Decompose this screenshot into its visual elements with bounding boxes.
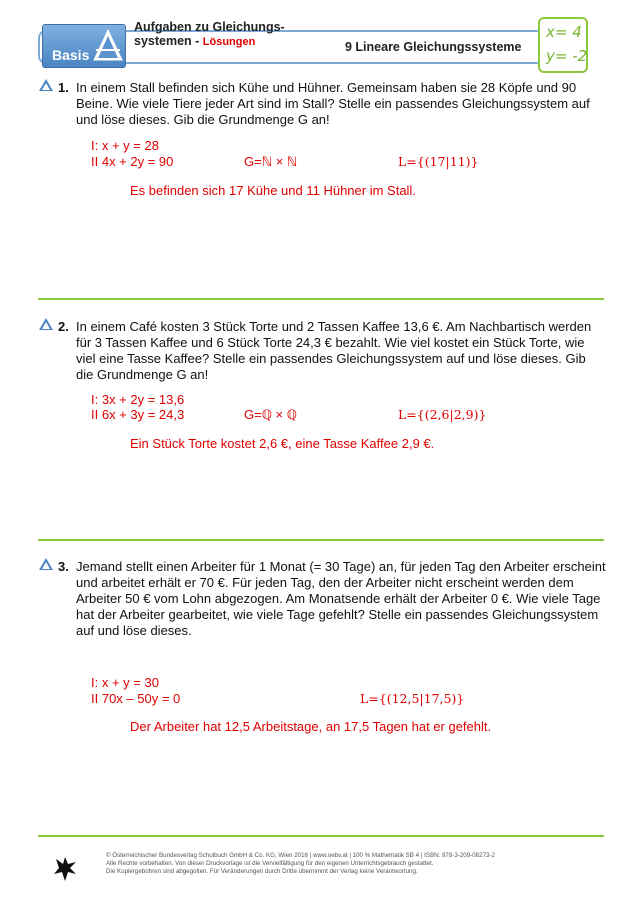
exercise-text: In einem Café kosten 3 Stück Torte und 2 Tassen Kaffee 13,6 €. Am Nachbartisch werden für 3 Tassen Kaffee und 6 Stück Torte 24,3 € bezahlt. Wie viel kostet ein Stück Torte, wie viel eine Tasse Kaffee? Stelle ein passendes Gleichungssystem auf und löse dieses. Gib die Grundmenge G an! bbox=[76, 319, 592, 382]
equation-1: I: x + y = 28 bbox=[91, 138, 159, 153]
page-title bbox=[134, 20, 324, 49]
level-pyramid-icon bbox=[38, 557, 54, 571]
solutions-label: Lösungen bbox=[202, 36, 256, 48]
equation-2: II 6x + 3y = 24,3 bbox=[91, 407, 185, 422]
chapter-title: 9 Lineare Gleichungssysteme bbox=[345, 40, 522, 54]
title-line-1: Aufgaben zu Gleichungs- bbox=[134, 20, 285, 34]
logo-line-1: x= 4 bbox=[546, 23, 582, 41]
answer-text: Ein Stück Torte kostet 2,6 €, eine Tasse Kaffee 2,9 €. bbox=[130, 436, 435, 451]
pyramid-icon bbox=[92, 28, 124, 62]
equation-2: II 4x + 2y = 90 bbox=[91, 154, 174, 169]
solution-set: L={(17|11)} bbox=[398, 154, 479, 169]
equation-1: I: 3x + 2y = 13,6 bbox=[91, 392, 185, 407]
section-divider bbox=[38, 835, 604, 837]
exercise-number: 1. bbox=[58, 80, 69, 95]
exercise-text: In einem Stall befinden sich Kühe und Hühner. Gemeinsam haben sie 28 Köpfe und 90 Beine. Wie viele Tiere jeder Art sind im Stall? Stelle ein passendes Gleichungssystem auf und löse dieses. Gib die Grundmenge G an! bbox=[76, 80, 590, 127]
domain-set: G=ℚ × ℚ bbox=[244, 407, 297, 422]
section-divider bbox=[38, 539, 604, 541]
solution-set: L={(12,5|17,5)} bbox=[360, 691, 465, 706]
level-pyramid-icon bbox=[38, 78, 54, 92]
publisher-logo-icon bbox=[52, 856, 78, 882]
section-divider bbox=[38, 298, 604, 300]
solution-set: L={(2,6|2,9)} bbox=[398, 407, 487, 422]
answer-text: Es befinden sich 17 Kühe und 11 Hühner im Stall. bbox=[130, 183, 416, 198]
exercise-number: 2. bbox=[58, 319, 69, 334]
exercise-number: 3. bbox=[58, 559, 69, 574]
footer-line-2: Alle Rechte vorbehalten. Von dieser Druckvorlage ist die Vervielfältigung für den eigenen Unterrichtsgebrauch gestattet. bbox=[106, 860, 434, 867]
answer-text: Der Arbeiter hat 12,5 Arbeitstage, an 17,5 Tagen hat er gefehlt. bbox=[130, 719, 492, 734]
footer-line-3: Die Kopiergebühren sind abgegolten. Für Veränderungen durch Dritte übernimmt der Verlag keine Verantwortung. bbox=[106, 868, 418, 875]
footer-line-1: © Österreichischer Bundesverlag Schulbuch GmbH & Co. KG, Wien 2016 | www.oebv.at | 100 % Mathematik SB 4 | ISBN: 978-3-209-08273-2 bbox=[106, 852, 495, 859]
equation-2: II 70x – 50y = 0 bbox=[91, 691, 181, 706]
title-line-2: systemen - Lösungen bbox=[134, 34, 256, 48]
equation-1: I: x + y = 30 bbox=[91, 675, 159, 690]
equation-logo bbox=[538, 17, 588, 73]
basis-label: Basis bbox=[52, 47, 90, 63]
domain-set: G=ℕ × ℕ bbox=[244, 154, 298, 169]
exercise-text: Jemand stellt einen Arbeiter für 1 Monat (= 30 Tage) an, für jeden Tag den Arbeiter erscheint und arbeitet erhält er 70 €. Für jeden Tag, den der Arbeiter nicht erscheint werden dem Arbeiter 50 € vom Lohn abgezogen. Am Monatsende erhält der Arbeiter 0 €. Wie viele Tage hat der Arbeiter gearbeitet, wie viele Tage gefehlt? Stelle ein passendes Gleichungssystem auf und löse dieses. bbox=[76, 559, 606, 638]
copyright-notice bbox=[106, 852, 596, 876]
logo-line-2: y= -2 bbox=[546, 47, 588, 65]
level-pyramid-icon bbox=[38, 317, 54, 331]
